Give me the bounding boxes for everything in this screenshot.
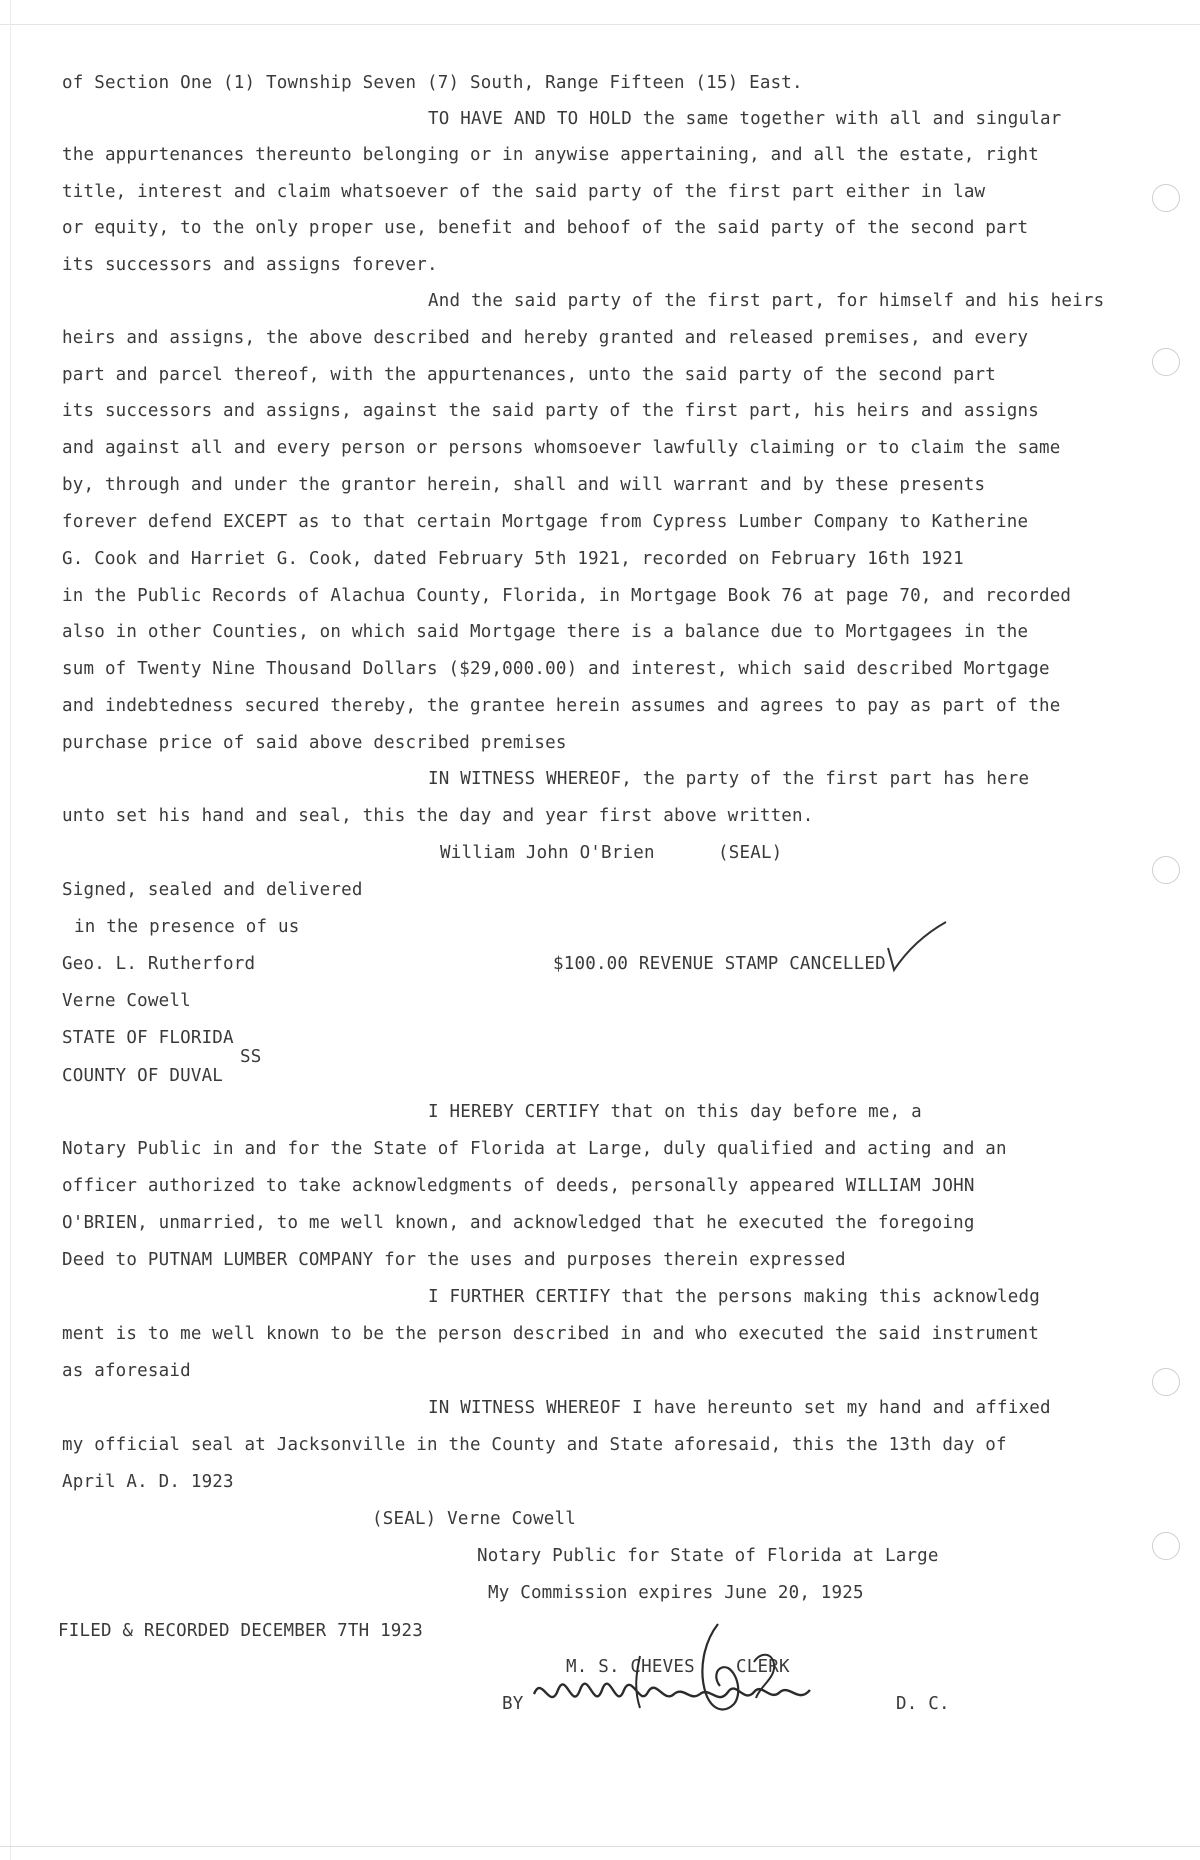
by-label: BY bbox=[502, 1694, 524, 1714]
punch-hole-icon bbox=[1152, 184, 1180, 212]
deed-line: part and parcel thereof, with the appurtenances, unto the said party of the second part bbox=[62, 365, 997, 385]
venue-ss: SS bbox=[240, 1047, 262, 1067]
deed-line: G. Cook and Harriet G. Cook, dated February 5th 1921, recorded on February 16th 1921 bbox=[62, 549, 964, 569]
deputy-clerk-label: D. C. bbox=[896, 1694, 950, 1714]
deed-line: unto set his hand and seal, this the day and year first above written. bbox=[62, 806, 814, 826]
certificate-line: Deed to PUTNAM LUMBER COMPANY for the uses and purposes therein expressed bbox=[62, 1250, 846, 1270]
punch-hole-icon bbox=[1152, 1532, 1180, 1560]
deed-line: and indebtedness secured thereby, the grantee herein assumes and agrees to pay as part of the bbox=[62, 696, 1061, 716]
clerk-name: M. S. CHEVES bbox=[566, 1657, 695, 1677]
deed-line: of Section One (1) Township Seven (7) South, Range Fifteen (15) East. bbox=[62, 73, 803, 93]
witness-caption: in the presence of us bbox=[74, 917, 300, 937]
deed-line: and against all and every person or persons whomsoever lawfully claiming or to claim the same bbox=[62, 438, 1061, 458]
venue-state: STATE OF FLORIDA bbox=[62, 1028, 234, 1048]
certificate-line: I HEREBY CERTIFY that on this day before me, a bbox=[428, 1102, 922, 1122]
scan-left-edge bbox=[10, 0, 11, 1860]
check-mark-icon bbox=[884, 918, 950, 974]
deed-line: or equity, to the only proper use, benefit and behoof of the said party of the second part bbox=[62, 218, 1029, 238]
punch-hole-icon bbox=[1152, 856, 1180, 884]
deed-line: also in other Counties, on which said Mortgage there is a balance due to Mortgagees in the bbox=[62, 622, 1029, 642]
witness-name: Verne Cowell bbox=[62, 991, 191, 1011]
deed-line: by, through and under the grantor herein, shall and will warrant and by these presents bbox=[62, 475, 986, 495]
certificate-line: I FURTHER CERTIFY that the persons making this acknowledg bbox=[428, 1287, 1040, 1307]
certificate-line: Notary Public in and for the State of Florida at Large, duly qualified and acting and an bbox=[62, 1139, 1007, 1159]
grantor-name: William John O'Brien bbox=[440, 843, 655, 863]
deed-line: heirs and assigns, the above described and hereby granted and released premises, and every bbox=[62, 328, 1029, 348]
scan-top-edge bbox=[0, 24, 1200, 25]
deed-line: in the Public Records of Alachua County, Florida, in Mortgage Book 76 at page 70, and recorded bbox=[62, 586, 1072, 606]
deed-line: its successors and assigns forever. bbox=[62, 255, 438, 275]
certificate-line: IN WITNESS WHEREOF I have hereunto set my hand and affixed bbox=[428, 1398, 1051, 1418]
scan-bottom-edge bbox=[0, 1846, 1200, 1847]
certificate-line: O'BRIEN, unmarried, to me well known, and acknowledged that he executed the foregoing bbox=[62, 1213, 975, 1233]
filed-recorded-note: FILED & RECORDED DECEMBER 7TH 1923 bbox=[58, 1621, 424, 1641]
deed-line: the appurtenances thereunto belonging or in anywise appertaining, and all the estate, right bbox=[62, 145, 1039, 165]
revenue-stamp-note: $100.00 REVENUE STAMP CANCELLED bbox=[553, 954, 886, 974]
punch-hole-icon bbox=[1152, 348, 1180, 376]
notary-commission: My Commission expires June 20, 1925 bbox=[488, 1583, 864, 1603]
deed-line: TO HAVE AND TO HOLD the same together with all and singular bbox=[428, 109, 1062, 129]
certificate-line: officer authorized to take acknowledgments of deeds, personally appeared WILLIAM JOHN bbox=[62, 1176, 975, 1196]
deed-line: forever defend EXCEPT as to that certain Mortgage from Cypress Lumber Company to Katherine bbox=[62, 512, 1029, 532]
certificate-date: April A. D. 1923 bbox=[62, 1472, 234, 1492]
notary-title: Notary Public for State of Florida at Large bbox=[477, 1546, 939, 1566]
certificate-line: as aforesaid bbox=[62, 1361, 191, 1381]
punch-hole-icon bbox=[1152, 1368, 1180, 1396]
clerk-signature-icon bbox=[528, 1616, 838, 1726]
seal-mark: (SEAL) bbox=[718, 843, 783, 863]
certificate-line: ment is to me well known to be the person described in and who executed the said instrument bbox=[62, 1324, 1039, 1344]
deed-line: IN WITNESS WHEREOF, the party of the first part has here bbox=[428, 769, 1030, 789]
certificate-line: my official seal at Jacksonville in the County and State aforesaid, this the 13th day of bbox=[62, 1435, 1007, 1455]
deed-line: title, interest and claim whatsoever of the said party of the first part either in law bbox=[62, 182, 986, 202]
witness-caption: Signed, sealed and delivered bbox=[62, 880, 363, 900]
deed-line: its successors and assigns, against the said party of the first part, his heirs and assigns bbox=[62, 401, 1039, 421]
deed-line: purchase price of said above described premises bbox=[62, 733, 567, 753]
deed-line: And the said party of the first part, for himself and his heirs bbox=[428, 291, 1105, 311]
notary-signature: (SEAL) Verne Cowell bbox=[372, 1509, 576, 1529]
clerk-title: CLERK bbox=[736, 1657, 790, 1677]
venue-county: COUNTY OF DUVAL bbox=[62, 1066, 224, 1086]
witness-name: Geo. L. Rutherford bbox=[62, 954, 256, 974]
deed-line: sum of Twenty Nine Thousand Dollars ($29,000.00) and interest, which said described Mortgage bbox=[62, 659, 1050, 679]
